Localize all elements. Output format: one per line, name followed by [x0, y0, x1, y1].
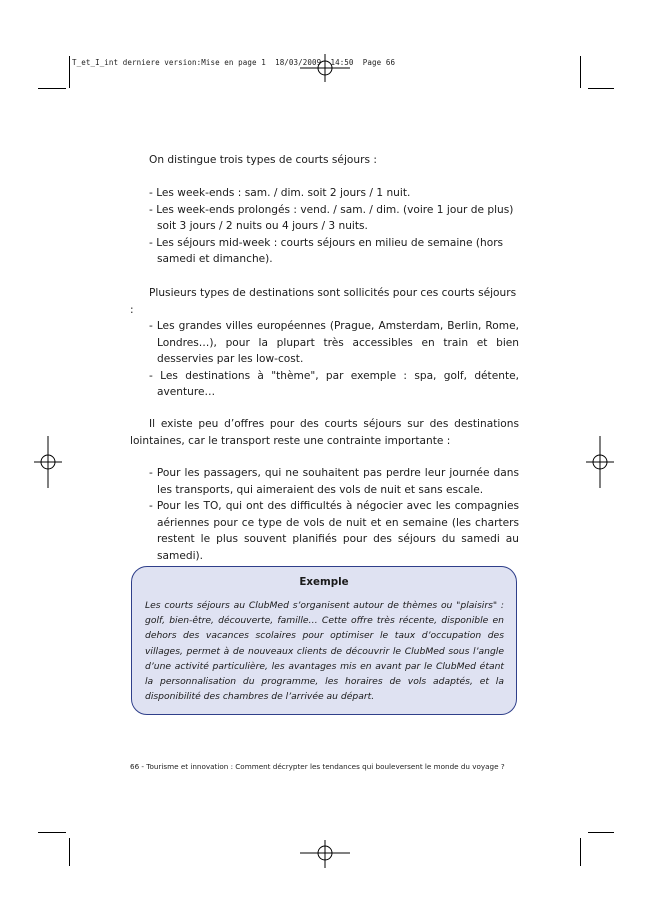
crop-mark: [580, 838, 581, 866]
contraintes-list-block: [130, 465, 519, 564]
destinations-intro-text: Plusieurs types de destinations sont sollicités pour ces courts séjours :: [130, 287, 517, 316]
list-item: - Pour les TO, qui ont des difficultés à négocier avec les compagnies aériennes pour ce type de vols de nuit et en semaine (les charters restent le plus souvent planifiés pour des séjours du samedi au samedi).: [149, 500, 519, 562]
crop-mark: [69, 56, 70, 88]
list-item: - Pour les passagers, qui ne souhaitent pas perdre leur journée dans les transports, qui aimeraient des vols de nuit et sans escale.: [149, 467, 519, 496]
list-item: - Les week-ends : sam. / dim. soit 2 jours / 1 nuit.: [149, 187, 411, 199]
registration-mark-bottom: [300, 838, 350, 868]
contraintes-list: [130, 465, 519, 564]
crop-mark: [580, 56, 581, 88]
exemple-title: Exemple: [299, 576, 349, 588]
list-item: - Les destinations à "thème", par exemple : spa, golf, détente, aventure…: [149, 369, 519, 398]
registration-mark-left: [32, 436, 64, 488]
list-item: - Les séjours mid-week : courts séjours en milieu de semaine (hors samedi et dimanche).: [149, 236, 504, 265]
destinations-list: [130, 318, 519, 401]
list-item: - Les week-ends prolongés : vend. / sam. / dim. (voire 1 jour de plus) soit 3 jours / 2 nuits ou 4 jours / 3 nuits.: [149, 203, 514, 232]
exemple-box: [131, 566, 517, 715]
intro-paragraph: [130, 152, 519, 169]
registration-mark-right: [584, 436, 616, 488]
crop-mark: [588, 832, 614, 833]
intro-text: On distingue trois types de courts séjours :: [149, 154, 377, 166]
page-footer: 66 - Tourisme et innovation : Comment décrypter les tendances qui bouleversent le monde du voyage ?: [130, 762, 505, 771]
crop-mark: [69, 838, 70, 866]
types-list-block: [130, 185, 519, 268]
crop-mark: [38, 88, 66, 89]
exemple-text: Les courts séjours au ClubMed s’organisent autour de thèmes ou "plaisirs" : golf, bien-être, découverte, famille… Cette offre très récente, disponible en dehors des vacances scolaires pour optimiser le taux d’occupation des villages, permet à de nouveaux clients de découvrir le ClubMed sous l’angle d’une activité particulière, les avantages mis en avant par le ClubMed étant la personnalisation du programme, les horaires de vols adaptés, et la disponibilité des chambres de l’arrivée au départ.: [145, 600, 504, 703]
crop-mark: [38, 832, 66, 833]
print-slug: T_et_I_int derniere version:Mise en page 1 18/03/2009 14:50 Page 66: [72, 58, 396, 67]
lointaines-text: Il existe peu d’offres pour des courts séjours sur des destinations lointaines, car le transport reste une contrainte importante :: [130, 418, 519, 447]
destinations-intro-block: [130, 285, 519, 318]
list-item: - Les grandes villes européennes (Prague, Amsterdam, Berlin, Rome, Londres…), pour la plupart très accessibles en train et bien desservies par les low-cost.: [149, 320, 519, 365]
types-list: [130, 185, 519, 268]
lointaines-paragraph: [130, 416, 519, 449]
crop-mark: [588, 88, 614, 89]
registration-mark-top: [300, 54, 350, 84]
destinations-list-block: [130, 318, 519, 401]
